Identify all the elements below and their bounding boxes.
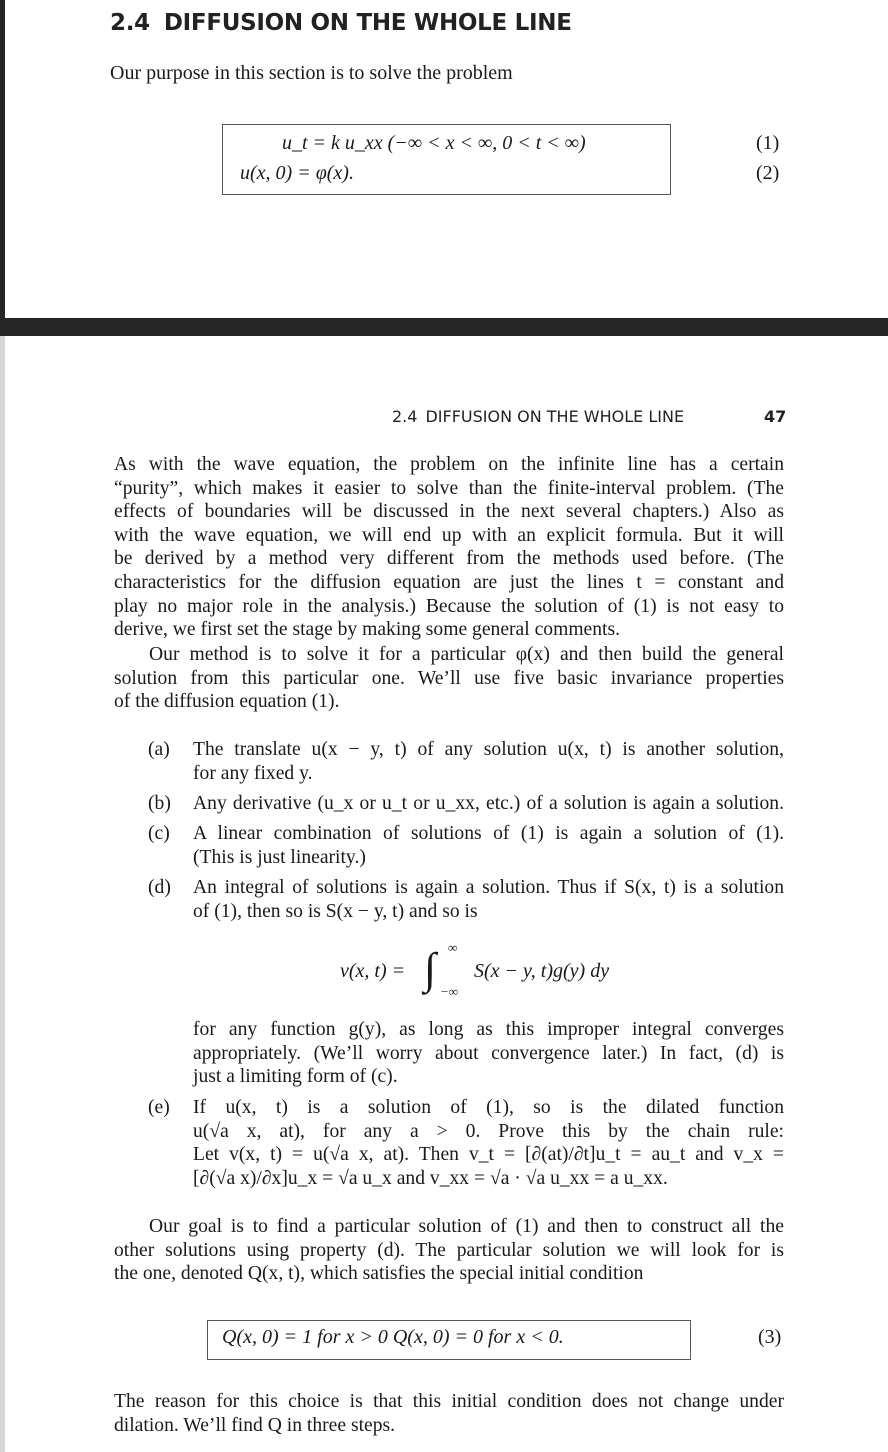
text-line: other solutions using property (d). The particular solution we will look for is: [114, 1239, 784, 1261]
text-line: solution from this particular one. We’ll use five basic invariance properties: [114, 667, 784, 689]
text-line: play no major role in the analysis.) Because the solution of (1) is not easy to: [114, 595, 784, 617]
integral-sign-icon: ∫: [424, 944, 437, 993]
paragraph-1: [114, 453, 784, 642]
text-line: The translate u(x − y, t) of any solution u(x, t) is another solution,: [193, 739, 784, 760]
text-line: A linear combination of solutions of (1) is again a solution of (1).: [193, 823, 784, 844]
text-line: (This is just linearity.): [193, 846, 366, 868]
text-line: “purity”, which makes it easier to solve than the finite-interval problem. (The: [114, 477, 784, 499]
running-head-title: DIFFUSION ON THE WHOLE LINE: [425, 407, 685, 426]
text-line: dilation. We’ll find Q in three steps.: [114, 1414, 396, 1436]
section-heading: [110, 10, 572, 36]
item-label: (a): [148, 739, 170, 760]
equation-number-2: (2): [756, 162, 780, 184]
text-line: u(√a x, at), for any a > 0. Prove this by the chain rule:: [193, 1120, 784, 1142]
equation-1: u_t = k u_xx (−∞ < x < ∞, 0 < t < ∞): [282, 132, 586, 154]
text-line: the one, denoted Q(x, t), which satisfies the special initial condition: [114, 1263, 644, 1285]
text-line: effects of boundaries will be discussed in the next several chapters.) Also as: [114, 501, 784, 523]
integral-lhs: v(x, t) =: [340, 960, 406, 982]
section-title: DIFFUSION ON THE WHOLE LINE: [163, 10, 572, 36]
text-line: Let v(x, t) = u(√a x, at). Then v_t = [∂(at)/∂t]u_t = au_t and v_x =: [193, 1144, 784, 1166]
paragraph-4: [114, 1390, 784, 1437]
equation-3: Q(x, 0) = 1 for x > 0 Q(x, 0) = 0 for x < 0.: [222, 1326, 564, 1348]
text-line: for any fixed y.: [193, 762, 313, 784]
integral-upper-limit: ∞: [448, 940, 458, 955]
equation-number-1: (1): [756, 132, 780, 154]
item-label: (c): [148, 823, 170, 844]
text-line: for any function g(y), as long as this improper integral converges: [193, 1019, 784, 1040]
integral-integrand: S(x − y, t)g(y) dy: [474, 960, 610, 982]
intro-sentence: Our purpose in this section is to solve the problem: [110, 62, 513, 84]
text-line: [∂(√a x)/∂x]u_x = √a u_x and v_xx = √a · √a u_xx = a u_xx.: [193, 1167, 668, 1189]
running-head: [392, 407, 684, 426]
item-label: (b): [148, 793, 171, 814]
text-line: with the wave equation, we will end up with an explicit formula. But it will: [114, 524, 784, 546]
paragraph-2: [114, 643, 784, 714]
text-line: Our goal is to find a particular solution of (1) and then to construct all the: [149, 1216, 784, 1237]
page-number: 47: [764, 407, 787, 426]
running-head-number: 2.4: [392, 407, 418, 426]
item-label: (d): [148, 877, 171, 898]
text-line: As with the wave equation, the problem on the infinite line has a certain: [114, 454, 784, 475]
item-label: (e): [148, 1097, 170, 1118]
equation-number-3: (3): [758, 1326, 782, 1348]
text-line: characteristics for the diffusion equation are just the lines t = constant and: [114, 571, 784, 593]
equation-2: u(x, 0) = φ(x).: [240, 162, 354, 184]
text-line: of the diffusion equation (1).: [114, 691, 340, 713]
text-line: be derived by a method very different from the methods used before. (The: [114, 548, 784, 570]
text-line: An integral of solutions is again a solution. Thus if S(x, t) is a solution: [193, 877, 784, 898]
text-line: of (1), then so is S(x − y, t) and so is: [193, 900, 478, 922]
section-number: 2.4: [110, 10, 150, 36]
text-line: Any derivative (u_x or u_t or u_xx, etc.) of a solution is again a solution.: [193, 793, 784, 814]
integral-lower-limit: −∞: [440, 984, 459, 999]
text-line: Our method is to solve it for a particular φ(x) and then build the general: [149, 644, 784, 665]
text-line: appropriately. (We’ll worry about convergence later.) In fact, (d) is: [193, 1042, 784, 1064]
text-line: The reason for this choice is that this initial condition does not change under: [114, 1391, 784, 1412]
paragraph-3: [114, 1215, 784, 1286]
text-line: just a limiting form of (c).: [193, 1066, 398, 1088]
text-line: If u(x, t) is a solution of (1), so is the dilated function: [193, 1097, 784, 1118]
page-divider: [0, 318, 888, 336]
text-line: derive, we first set the stage by making some general comments.: [114, 619, 621, 641]
